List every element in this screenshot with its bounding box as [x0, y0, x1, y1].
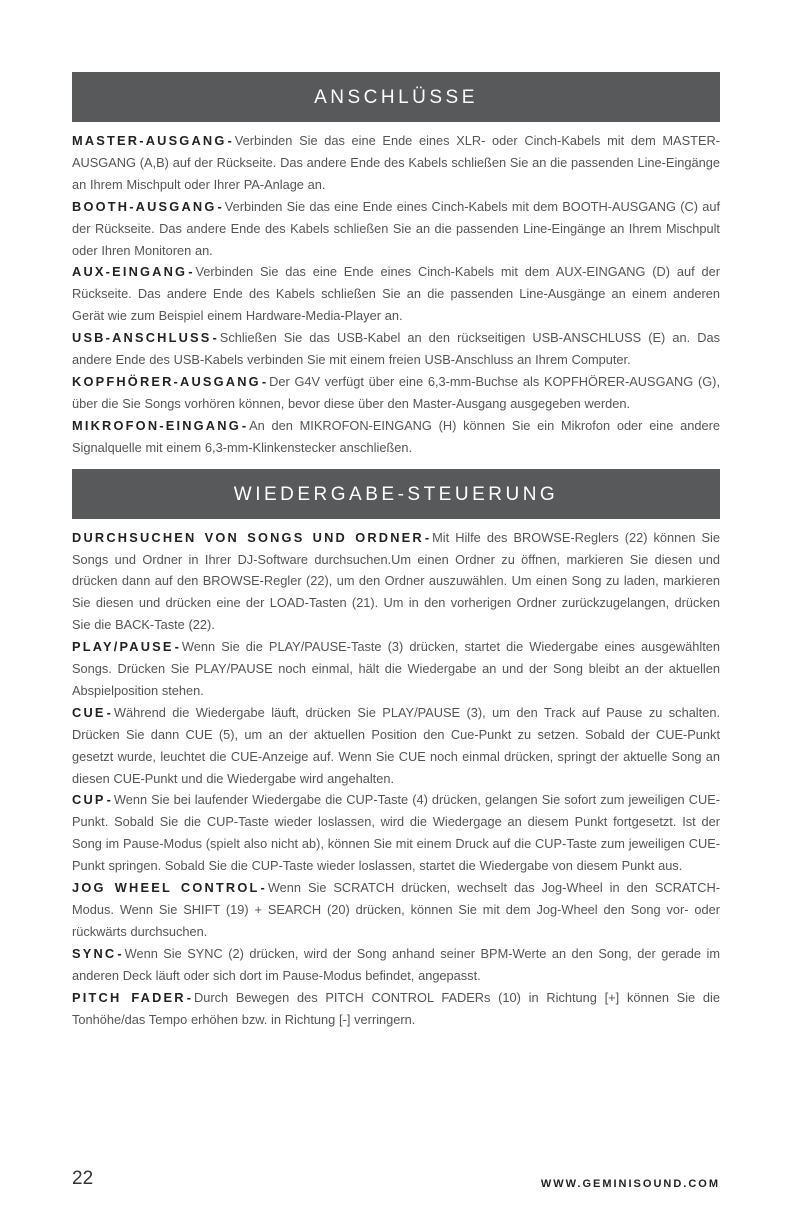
entry-text: Während die Wiedergabe läuft, drücken Sie PLAY/PAUSE (3), um den Track auf Pause zu schalten. Drücken Sie dann CUE (5), um an der aktuellen Position den Cue-Punkt zu setzen. Sobald der CUE-Punkt gesetzt wurde, leuchtet die CUE-Anzeige auf. Wenn Sie CUE noch einmal drücken, springt der aktuelle Song an diesen CUE-Punkt und die Wiedergabe wird angehalten. [72, 704, 720, 786]
entry-jog-wheel-control [72, 877, 720, 943]
entry-separator: - [117, 945, 122, 961]
entry-text: Verbinden Sie das eine Ende eines Cinch-Kabels mit dem BOOTH-AUSGANG (C) auf der Rückseite. Das andere Ende des Kabels schließen Sie an die passenden Line-Eingänge an Ihrem Mischpult oder Ihren Monitoren an. [72, 198, 720, 258]
entry-sync [72, 943, 720, 987]
entry-text: Verbinden Sie das eine Ende eines Cinch-Kabels mit dem AUX-EINGANG (D) auf der Rückseite. Das andere Ende des Kabels schließen Sie an die passenden Line-Ausgänge an einem anderen Gerät wie zum Beispiel einem Hardware-Media-Player an. [72, 264, 720, 324]
entry-term: USB-ANSCHLUSS [72, 330, 212, 346]
entry-mikrofon-eingang [72, 415, 720, 459]
entry-separator: - [424, 529, 430, 545]
entry-text: An den MIKROFON-EINGANG (H) können Sie ein Mikrofon oder eine andere Signalquelle mit einem 6,3-mm-Klinkenstecker anschließen. [72, 417, 720, 455]
entry-separator: - [261, 373, 267, 389]
entry-kopfhoerer-ausgang [72, 371, 720, 415]
entry-term: AUX-EINGANG [72, 264, 188, 280]
entry-term: SYNC [72, 945, 117, 961]
entry-usb-anschluss [72, 327, 720, 371]
website-url: WWW.GEMINISOUND.COM [540, 1178, 720, 1190]
entry-separator: - [227, 133, 232, 148]
entry-text: Wenn Sie SYNC (2) drücken, wird der Song anhand seiner BPM-Werte an den Song, der gerade im anderen Deck läuft oder sich dort im Pause-Modus befindet, angepasst. [72, 945, 720, 983]
entry-term: CUE [72, 704, 106, 720]
entry-text: Verbinden Sie das eine Ende eines XLR- oder Cinch-Kabels mit dem MASTER-AUSGANG (A,B) auf der Rückseite. Das andere Ende des Kabels schließen Sie an die passenden Line-Eingänge an Ihrem Mischpult oder Ihrer PA-Anlage an. [72, 133, 720, 192]
entry-separator: - [241, 417, 247, 433]
entry-text: Mit Hilfe des BROWSE-Reglers (22) können Sie Songs und Ordner in Ihrer DJ-Software durchsuchen.Um einen Ordner zu öffnen, markieren Sie diesen und drücken dann auf den BROWSE-Regler (22), um den Ordner auszuwählen. Um einen Song zu laden, markieren Sie diesen und drücken eine der LOAD-Tasten (21). Um in den vorherigen Ordner zurückzugelangen, drücken Sie die BACK-Taste (22). [72, 529, 721, 633]
entry-text: Schließen Sie das USB-Kabel an den rückseitigen USB-ANSCHLUSS (E) an. Das andere Ende des USB-Kabels verbinden Sie mit einem freien USB-Anschluss an Ihrem Computer. [72, 330, 720, 368]
entry-text: Wenn Sie SCRATCH drücken, wechselt das Jog-Wheel in den SCRATCH-Modus. Wenn Sie SHIFT (19) + SEARCH (20) drücken, können Sie mit dem Jog-Wheel den Song vor- oder rückwärts durchsuchen. [72, 880, 720, 939]
entry-term: CUP [72, 792, 106, 808]
entry-term: BOOTH-AUSGANG [72, 198, 217, 214]
entry-text: Durch Bewegen des PITCH CONTROL FADERs (10) in Richtung [+] können Sie die Tonhöhe/das Tempo erhöhen bzw. in Richtung [-] verringern. [72, 989, 721, 1027]
section-header-anschluesse: ANSCHLÜSSE [72, 72, 720, 122]
section-anschluesse [72, 130, 720, 459]
entry-term: DURCHSUCHEN VON SONGS UND ORDNER [72, 529, 424, 545]
entry-separator: - [106, 704, 111, 720]
entry-separator: - [186, 989, 191, 1005]
entry-separator: - [106, 792, 111, 808]
entry-term: MIKROFON-EINGANG [72, 417, 241, 433]
entry-play-pause [72, 636, 720, 702]
entry-text: Wenn Sie bei laufender Wiedergabe die CUP-Taste (4) drücken, gelangen Sie sofort zum jeweiligen CUE-Punkt. Sobald Sie die CUP-Taste wieder loslassen, wird die Wiedergage an diesem Punkt fortgesetzt. Ist der Song im Pause-Modus (spielt also nicht ab), können Sie mit einem Druck auf die CUP-Taste zum jeweiligen CUE-Punkt springen. Sobald Sie die CUP-Taste wieder loslassen, startet die Wiedergabe von diesem Punkt aus. [72, 792, 720, 874]
entry-text: Der G4V verfügt über eine 6,3-mm-Buchse als KOPFHÖRER-AUSGANG (G), über die Sie Songs vorhören können, bevor diese über den Master-Ausgang ausgegeben werden. [72, 373, 720, 411]
entry-separator: - [188, 264, 193, 280]
entry-master-ausgang [72, 130, 720, 196]
entry-separator: - [260, 880, 265, 896]
page-number: 22 [72, 1168, 94, 1189]
entry-term: PLAY/PAUSE [72, 639, 174, 655]
section-header-wiedergabe-steuerung: WIEDERGABE-STEUERUNG [72, 469, 720, 519]
entry-cup [72, 789, 720, 877]
entry-aux-eingang [72, 261, 720, 327]
entry-text: Wenn Sie die PLAY/PAUSE-Taste (3) drücken, startet die Wiedergabe eines ausgewählten Songs. Drücken Sie PLAY/PAUSE noch einmal, hält die Wiedergabe an und der Song bleibt an der aktuellen Abspielposition stehen. [72, 639, 720, 698]
entry-term: MASTER-AUSGANG [72, 133, 227, 148]
entry-pitch-fader [72, 987, 720, 1031]
section-wiedergabe-steuerung [72, 527, 720, 1031]
manual-page [72, 72, 720, 1030]
entry-separator: - [217, 198, 222, 214]
entry-separator: - [174, 639, 179, 655]
entry-cue [72, 702, 720, 790]
entry-term: KOPFHÖRER-AUSGANG [72, 373, 261, 389]
entry-term: PITCH FADER [72, 989, 186, 1005]
entry-durchsuchen [72, 527, 720, 637]
entry-booth-ausgang [72, 196, 720, 262]
entry-separator: - [212, 330, 217, 346]
entry-term: JOG WHEEL CONTROL [72, 880, 260, 896]
